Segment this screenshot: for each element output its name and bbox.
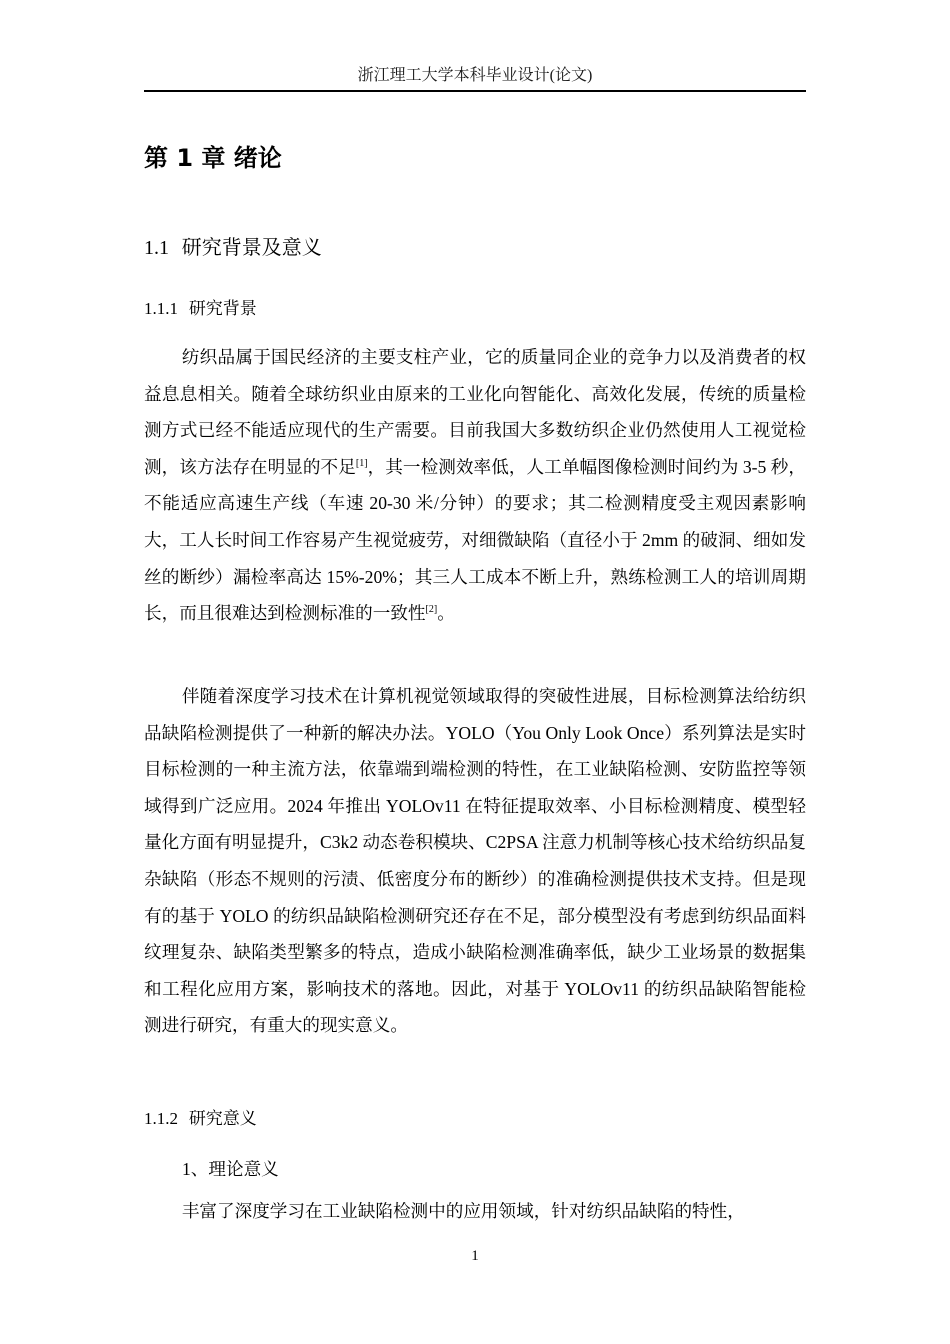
page-number: 1 <box>471 1248 479 1264</box>
running-header: 浙江理工大学本科毕业设计(论文) <box>357 67 593 84</box>
subsection-number: 1.1.2 <box>144 1109 178 1128</box>
body-paragraph-3: 丰富了深度学习在工业缺陷检测中的应用领域，针对纺织品缺陷的特性， <box>181 1201 745 1221</box>
chapter-title: 第 1 章 绪论 <box>144 144 282 172</box>
paragraph-text: 纺织品属于国民经济的主要支柱产业，它的质量同企业的竞争力以及消费者的权益息息相关。随着全球纺织业由原来的工业化向智能化、高效化发展，传统的质量检测方式已经不能适应现代的生产需要。目前我国大多数纺织企业仍然使用人工视觉检测，该方法存在明显的不足 <box>144 347 806 477</box>
subsection-heading-1 <box>144 297 257 321</box>
citation-ref-2: [2] <box>425 604 438 616</box>
paragraph-text: 。 <box>437 603 455 624</box>
subsection-number: 1.1.1 <box>144 299 178 318</box>
header-rule <box>144 90 806 92</box>
section-title-text: 研究背景及意义 <box>181 235 322 259</box>
paragraph-text: ，其一检测效率低，人工单幅图像检测时间约为 3-5 秒，不能适应高速生产线（车速 20-30 米/分钟）的要求；其二检测精度受主观因素影响大，工人长时间工作容易产生视觉疲劳，对细微缺陷（直径小于 2mm 的破洞、细如发丝的断纱）漏检率高达 15%-20%；其三人工成本不断上升，熟练检测工人的培训周期长，而且很难达到检测标准的一致性 <box>144 456 806 624</box>
body-paragraph-2: 伴随着深度学习技术在计算机视觉领域取得的突破性进展，目标检测算法给纺织品缺陷检测提供了一种新的解决办法。YOLO（You Only Look Once）系列算法是实时目标检测的一种主流方法，依靠端到端检测的特性，在工业缺陷检测、安防监控等领域得到广泛应用。2024 年推出 YOLOv11 在特征提取效率、小目标检测精度、模型轻量化方面有明显提升，C3k2 动态卷积模块、C2PSA 注意力机制等核心技术给纺织品复杂缺陷（形态不规则的污渍、低密度分布的断纱）的准确检测提供技术支持。但是现有的基于 YOLO 的纺织品缺陷检测研究还存在不足，部分模型没有考虑到纺织品面料纹理复杂、缺陷类型繁多的特点，造成小缺陷检测准确率低，缺少工业场景的数据集和工程化应用方案，影响技术的落地。因此，对基于 YOLOv11 的纺织品缺陷智能检测进行研究，有重大的现实意义。 <box>144 686 806 1036</box>
body-paragraph-1 <box>144 339 806 632</box>
list-item-label: 1、理论意义 <box>182 1159 279 1179</box>
subsection-title-text: 研究背景 <box>188 299 257 319</box>
subsection-title-text: 研究意义 <box>188 1109 257 1129</box>
subsection-heading-2 <box>144 1107 257 1131</box>
section-number: 1.1 <box>144 237 169 259</box>
section-heading <box>144 233 322 262</box>
citation-ref-1: [1] <box>355 457 368 469</box>
